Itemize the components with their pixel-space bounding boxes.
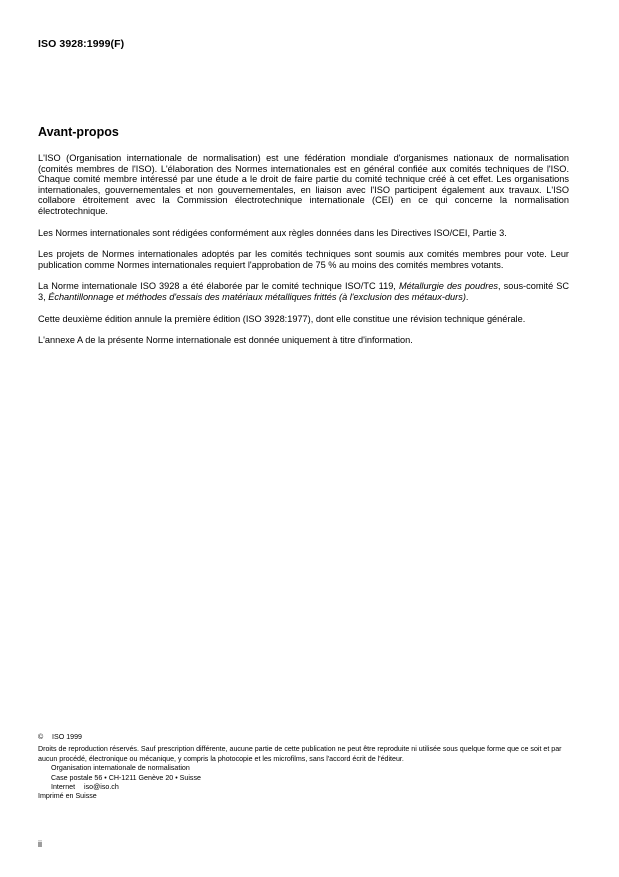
bullet-separator: • xyxy=(175,774,178,782)
committee-text-2: , sous-comité SC 3, xyxy=(38,281,570,302)
bullet-separator: • xyxy=(104,774,107,782)
document-id: ISO 3928:1999(F) xyxy=(38,38,125,50)
address-part: Suisse xyxy=(179,773,201,782)
copyright-notice: ISO 1999 xyxy=(52,733,82,741)
organization-name: Organisation internationale de normalisation xyxy=(51,764,190,773)
copyright-line xyxy=(38,733,578,742)
address-part: Case postale 56 xyxy=(51,773,103,782)
section-title: Avant-propos xyxy=(38,125,119,139)
address-part: CH-1211 Genève 20 xyxy=(108,773,174,782)
paragraph-voting: Les projets de Normes internationales adoptés par les comités techniques sont soumis aux comités membres pour vote. Leur publication comme Normes internationales requiert l'approbation de 75 % au moins des comités membres votants. xyxy=(38,249,569,270)
paragraph-directives: Les Normes internationales sont rédigées conformément aux règles données dans les Directives ISO/CEI, Partie 3. xyxy=(38,227,507,238)
postal-address xyxy=(38,774,578,783)
foreword-body xyxy=(38,153,569,357)
internet-address: iso@iso.ch xyxy=(84,783,119,792)
rights-statement: Droits de reproduction réservés. Sauf prescription différente, aucune partie de cette publication ne peut être reproduite ni utilisée sous quelque forme que ce soit et par aucun procédé, électronique ou mécanique, y compris la photocopie et les microfilms, sans l'accord écrit de l'éditeur. xyxy=(38,745,562,763)
subcommittee-name: Échantillonnage et méthodes d'essais des matériaux métalliques frittés (à l'exclusion des métaux-durs) xyxy=(48,291,466,302)
committee-text-3: . xyxy=(465,291,469,302)
committee-text-1: La Norme internationale ISO 3928 a été élaborée par le comité technique ISO/TC 119, xyxy=(38,281,399,292)
copyright-symbol: © xyxy=(38,733,44,741)
paragraph-annex: L'annexe A de la présente Norme internationale est donnée uniquement à titre d'information. xyxy=(38,335,413,346)
paragraph-committee xyxy=(38,281,569,302)
copyright-block xyxy=(38,733,578,802)
paragraph-edition: Cette deuxième édition annule la première édition (ISO 3928:1977), dont elle constitue une révision technique générale. xyxy=(38,313,526,324)
internet-line xyxy=(38,783,578,792)
internet-label: Internet xyxy=(51,783,76,792)
paragraph-organisation: L'ISO (Organisation internationale de normalisation) est une fédération mondiale d'organismes nationaux de normalisation (comités membres de l'ISO). L'élaboration des Normes internationales est en général confiée aux comités techniques de l'ISO. Chaque comité membre intéressé par une étude a le droit de faire partie du comité technique créé à cet effet. Les organisations internationales, gouvernementales et non gouvernementales, en liaison avec l'ISO participent également aux travaux. L'ISO collabore étroitement avec la Commission électrotechnique internationale (CEI) en ce qui concerne la normalisation électrotechnique. xyxy=(38,153,569,216)
printed-in: Imprimé en Suisse xyxy=(38,792,97,801)
page-number: ii xyxy=(38,839,42,849)
committee-name: Métallurgie des poudres xyxy=(398,281,499,292)
